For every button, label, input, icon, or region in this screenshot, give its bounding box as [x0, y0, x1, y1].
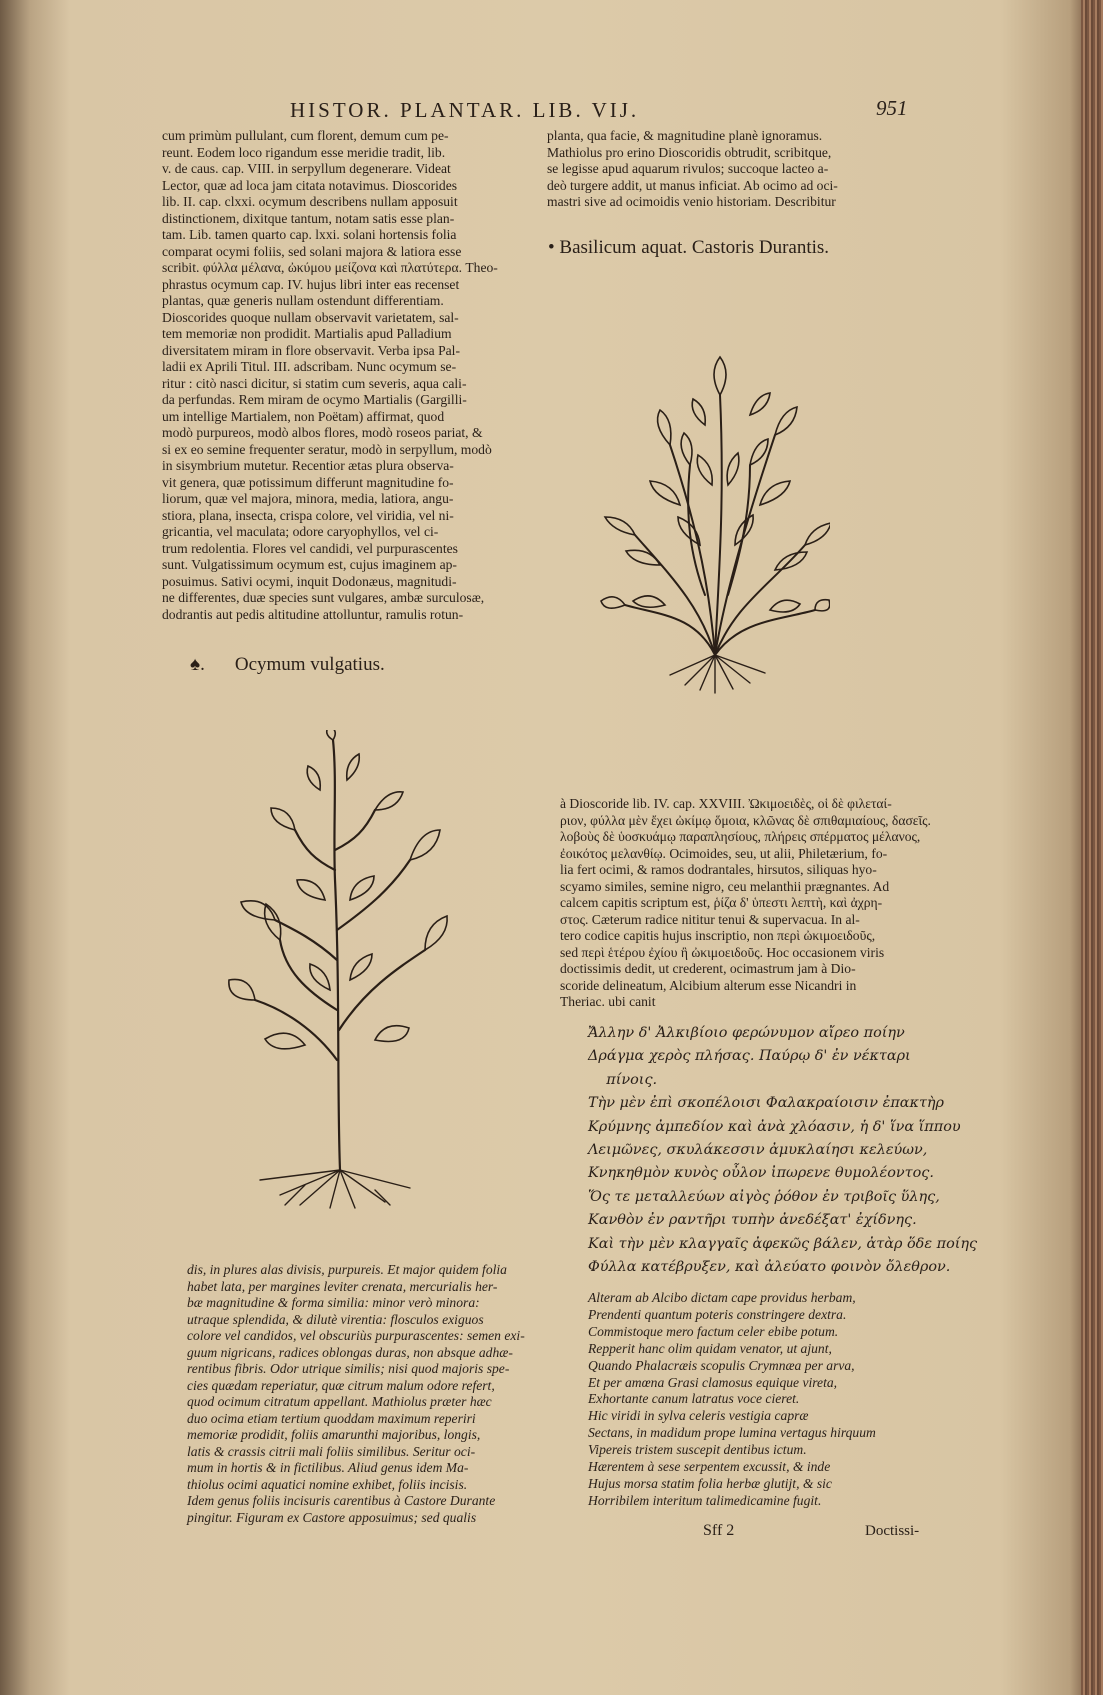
verse-line: Commistoque mero factum celer ebibe potum.: [588, 1323, 839, 1339]
text-line: gricantia, vel maculata; odore caryophyllos, vel ci-: [162, 524, 439, 539]
text-line: cum primùm pullulant, cum florent, demum cum pe-: [162, 128, 449, 143]
greek-verse: [588, 1022, 977, 1279]
verse-line: Hic viridi in sylva celeris vestigia capræ: [588, 1408, 809, 1424]
text-line: memoriæ prodidit, foliis amarunthi majoribus, longis,: [187, 1427, 481, 1442]
ocymum-illustration: [225, 730, 485, 1210]
text-line: si ex eo semine frequenter seratur, modò in serpyllum, modò: [162, 441, 492, 457]
page-number: 951: [876, 96, 908, 120]
text-line: ριον, φύλλα μὲν ἔχει ὠκίμῳ ὅμοια, κλῶνας δὲ σπιθαμιαίους, δασεῖς.: [560, 812, 931, 828]
text-line: deò turgere addit, ut manus inficiat. Ab ocimo ad oci-: [547, 177, 838, 193]
text-line: habet lata, per margines leviter crenata, mercurialis her-: [187, 1278, 498, 1294]
caption-ocymum: ♠. Ocymum vulgatius.: [190, 654, 385, 675]
basilicum-illustration: [600, 355, 830, 695]
text-line: distinctionem, dixitque tantum, notam satis esse plan-: [162, 210, 455, 226]
text-line: mastri sive ad ocimoidis venio historiam. Describitur: [547, 194, 836, 209]
verse-line: Λειμῶνες, σκυλάκεσσιν ἀμυκλαίησι κελεύων,: [588, 1142, 928, 1159]
text-line: plantas, quæ generis nullam ostendunt differentiam.: [162, 293, 444, 308]
running-title: HISTOR. PLANTAR. LIB. VIJ.: [290, 98, 640, 122]
text-line: colore vel candidos, vel obscuriùs purpurascentes: semen exi-: [187, 1328, 525, 1343]
text-line: ἐοικότος μελανθίῳ. Ocimoides, seu, ut alii, Philetærium, fo-: [560, 845, 888, 861]
text-line: ne differentes, duæ species sunt vulgares, ambæ surculosæ,: [162, 590, 485, 605]
text-line: lib. II. cap. clxxi. ocymum describens nullam apposuit: [162, 194, 458, 209]
text-line: dis, in plures alas divisis, purpureis. Et major quidem folia: [187, 1262, 507, 1277]
text-line: vit genera, quæ potissimum differunt magnitudine fo-: [162, 474, 454, 490]
text-line: ritur : citò nasci dicitur, si statim cum severis, aqua cali-: [162, 375, 467, 391]
text-line: sed περὶ ἑτέρου ἐχίου ἢ ὠκιμοειδοῦς. Hoc occasionem viris: [560, 944, 885, 960]
text-line: Mathiolus pro erino Dioscoridis obtrudit, scribitque,: [547, 144, 832, 160]
text-line: rentibus fibris. Odor utrique similis; nisi quod majoris spe-: [187, 1361, 510, 1376]
text-line: cies quædam reperiatur, quæ citrum malum odore refert,: [187, 1377, 495, 1393]
verse-line: πίνοις.: [588, 1071, 658, 1088]
verse-line: Sectans, in madidum prope lumina vertagus hirquum: [588, 1425, 876, 1441]
text-line: scoride delineatum, Alcibium alterum esse Nicandri in: [560, 977, 857, 993]
text-line: bæ magnitudine & forma similia: minor verò minora:: [187, 1295, 480, 1310]
verse-line: Horribilem interitum talimedicamine fugit.: [588, 1492, 822, 1508]
verse-line: Prendenti quantum poteris constringere dextra.: [588, 1306, 847, 1322]
right-column-top-text: [547, 128, 838, 211]
text-line: duo ocima etiam tertium quoddam maximum reperiri: [187, 1410, 476, 1426]
text-line: stiora, plana, insecta, crispa colore, vel viridia, vel ni-: [162, 507, 454, 523]
text-line: diversitatem miram in flore observavit. Verba ipsa Pal-: [162, 342, 460, 358]
latin-verse: [588, 1290, 876, 1510]
verse-line: Καὶ τὴν μὲν κλαγγαῖς ἀφεκῶς βάλεν, ἀτὰρ ὅδε ποίης: [588, 1235, 978, 1252]
text-line: mum in hortis & in fictilibus. Aliud genus idem Ma-: [187, 1460, 469, 1475]
verse-line: Κανθὸν ἐν ραντῆρι τυπὴν ἀνεδέξατ' ἐχίδνης.: [588, 1212, 917, 1229]
text-line: phrastus ocymum cap. IV. hujus libri inter eas recenset: [162, 276, 460, 292]
text-line: posuimus. Sativi ocymi, inquit Dodonæus, magnitudi-: [162, 573, 457, 589]
text-line: um intellige Martialem, non Poëtam) affirmat, quod: [162, 408, 445, 424]
verse-line: Hujus morsa statim folia herbæ glutijt, & sic: [588, 1475, 832, 1491]
page-stack-edge: [1081, 0, 1103, 1695]
text-line: latis & crassis citrii mali foliis similibus. Seritur oci-: [187, 1443, 476, 1459]
left-column-top-text: [162, 128, 498, 623]
text-line: liorum, quæ vel majora, minora, media, latiora, angu-: [162, 491, 454, 506]
verse-line: Exhortante canum latratus voce cieret.: [588, 1391, 800, 1407]
text-line: doctissimis dedit, ut crederent, ocimastrum jam à Dio-: [560, 961, 856, 976]
verse-line: Τὴν μὲν ἐπὶ σκοπέλοισι Φαλακραίοισιν ἐπακτὴρ: [588, 1095, 944, 1112]
text-line: Lector, quæ ad loca jam citata notavimus. Dioscorides: [162, 177, 458, 193]
text-line: guum nigricans, radices oblongas duras, non absque adhæ-: [187, 1344, 513, 1360]
verse-line: Φύλλα κατέβρυξεν, καὶ ἀλεύατο φοινὸν ὄλεθρον.: [588, 1259, 951, 1276]
text-line: da perfundas. Rem miram de ocymo Martialis (Gargilli-: [162, 392, 467, 407]
verse-line: Ἄλλην δ' Ἀλκιβίοιο φερώνυμον αἴρεο ποίην: [588, 1025, 905, 1041]
left-column-bottom-text: [187, 1262, 525, 1526]
text-line: trum redolentia. Flores vel candidi, vel purpurascentes: [162, 540, 458, 556]
text-line: tero codice capitis hujus inscriptio, non περὶ ὠκιμοειδοῦς,: [560, 928, 876, 943]
verse-line: Repperit hanc olim quidam venator, ut ajunt,: [588, 1340, 832, 1356]
verse-line: Κρύμνης ἀμπεδίον καὶ ἀνὰ χλόασιν, ἡ δ' ἵνα ἵππου: [588, 1118, 961, 1135]
verse-line: Quando Phalacræis scopulis Crymnæa per arva,: [588, 1357, 855, 1373]
text-line: à Dioscoride lib. IV. cap. XXVIII. Ὠκιμοειδὲς, οἱ δὲ φιλεταί-: [560, 796, 892, 811]
text-line: reunt. Eodem loco rigandum esse meridie tradit, lib.: [162, 144, 446, 160]
verse-line: Alteram ab Alcibo dictam cape providus herbam,: [588, 1290, 856, 1305]
catchword: Doctissi-: [865, 1523, 920, 1539]
caption-marker: ♠.: [190, 654, 205, 675]
text-line: στος. Cæterum radice nititur tenui & supervacua. In al-: [560, 911, 860, 927]
text-line: tem memoriæ non prodidit. Martialis apud Palladium: [162, 326, 452, 341]
text-line: Idem genus foliis incisuris carentibus à Castore Durante: [187, 1493, 496, 1508]
verse-line: Δράγμα χερὸς πλήσας. Παύρῳ δ' ἐν νέκταρι: [588, 1048, 911, 1065]
verse-line: Κνηκηθμὸν κυνὸς οὖλον ἰπωρενε θυμολέοντος.: [588, 1165, 934, 1182]
verse-line: Hærentem à sese serpentem excussit, & inde: [588, 1459, 831, 1475]
signature-mark: Sff 2: [703, 1522, 735, 1539]
text-line: thiolus ocimi aquatici nomine exhibet, foliis incisis.: [187, 1476, 468, 1492]
text-line: comparat ocymi foliis, sed solani majora & latiora esse: [162, 243, 462, 259]
text-line: lia fert ocimi, & ramos dodrantales, hirsutos, siliquas hyo-: [560, 862, 877, 877]
text-line: tam. Lib. tamen quarto cap. lxxi. solani hortensis folia: [162, 227, 457, 242]
text-line: v. de caus. cap. VIII. in serpyllum degenerare. Videat: [162, 161, 451, 176]
text-line: planta, qua facie, & magnitudine planè ignoramus.: [547, 128, 823, 143]
verse-line: Ὅς τε μεταλλεύων αἰγὸς ῥόθον ἐν τριβοῖς ὕλης,: [588, 1188, 940, 1205]
text-line: modò purpureos, modò albos flores, modò roseos pariat, &: [162, 425, 483, 440]
text-line: calcem capitis scriptum est, ῥίζα δ' ὑπεστι λεπτὴ, καὶ ἀχρη-: [560, 895, 883, 910]
verse-line: Vipereis tristem suscepit dentibus ictum.: [588, 1442, 807, 1458]
right-column-middle-text: [560, 796, 931, 1011]
text-line: ladii ex Aprili Titul. III. adscribam. Nunc ocymum se-: [162, 359, 457, 374]
text-line: in sisymbrium mutetur. Recentior ætas plura observa-: [162, 458, 454, 473]
text-line: Theriac. ubi canit: [560, 994, 656, 1009]
text-line: λοβοὺς δὲ ὑοσκυάμῳ παραπλησίους, πλήρεις σπέρματος μέλανος,: [560, 829, 921, 844]
text-line: dodrantis aut pedis altitudine attolluntur, ramulis rotun-: [162, 606, 464, 622]
text-line: se legisse apud aquarum rivulos; succoque lacteo a-: [547, 161, 829, 176]
caption-marker: •: [548, 237, 560, 258]
text-line: pingitur. Figuram ex Castore apposuimus; sed qualis: [187, 1509, 477, 1525]
caption-basilicum: • Basilicum aquat. Castoris Durantis.: [548, 237, 830, 258]
text-line: scyamo similes, semine nigro, ceu melanthii prægnantes. Ad: [560, 878, 890, 894]
text-line: sunt. Vulgatissimum ocymum est, cujus imaginem ap-: [162, 557, 457, 572]
text-line: utraque splendida, & dilutè virentia: flosculos exiguos: [187, 1311, 484, 1327]
text-line: quod ocimum citratum appellant. Mathiolus præter hæc: [187, 1394, 492, 1409]
text-line: scribit. φύλλα μέλανα, ὠκύμου μείζονα καὶ πλατύτερα. Theo-: [162, 260, 498, 275]
text-line: Dioscorides quoque nullam observavit varietatem, sal-: [162, 309, 459, 325]
verse-line: Et per amœna Grasi clamosus equique vireta,: [588, 1374, 838, 1390]
